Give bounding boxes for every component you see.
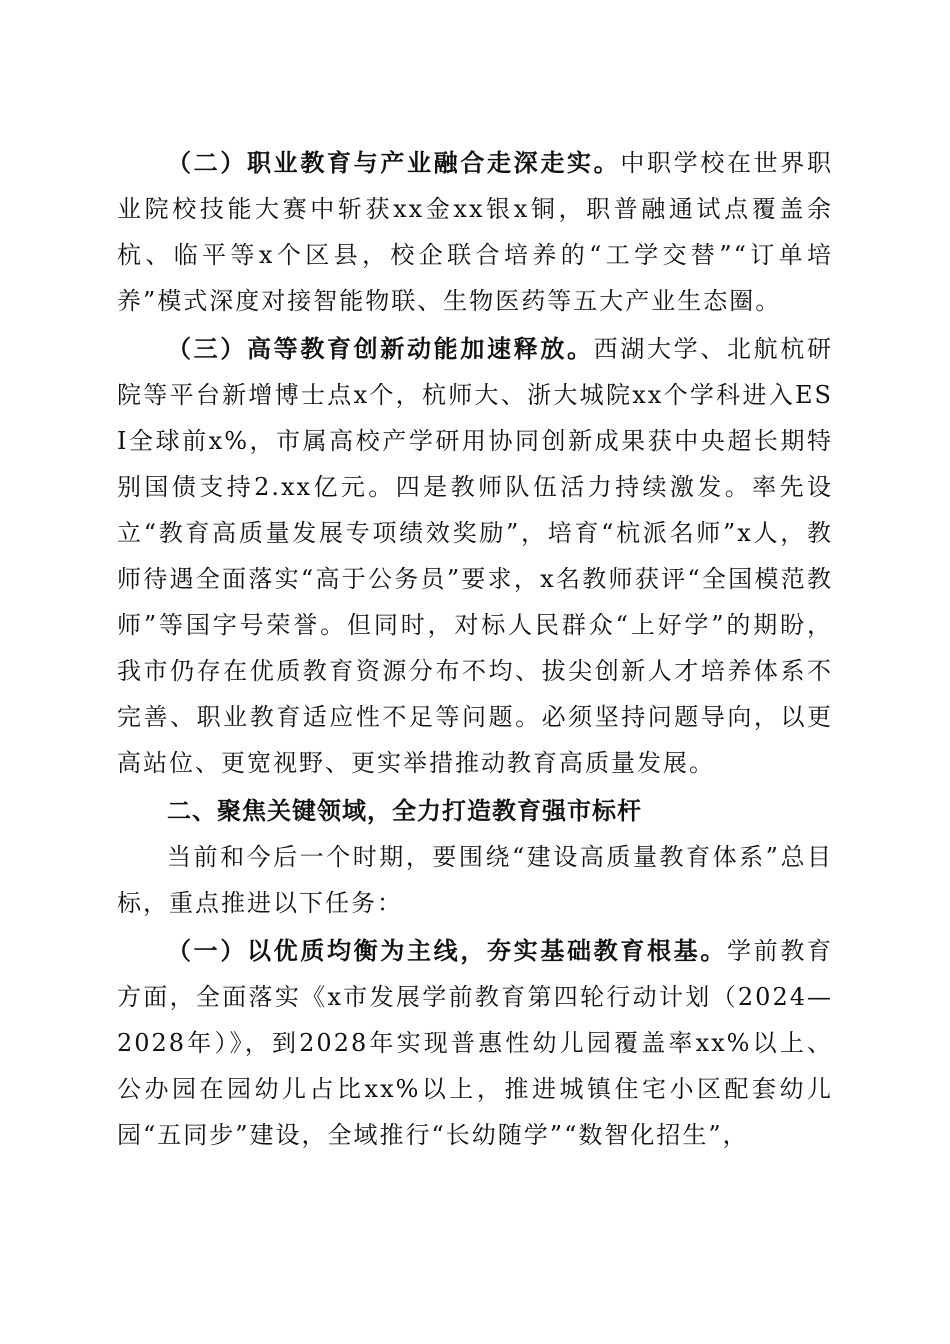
paragraph-lead: （一）以优质均衡为主线，夯实基础教育根基。 — [167, 937, 727, 965]
paragraph-lead: （二）职业教育与产业融合走深走实。 — [167, 149, 621, 177]
paragraph-intro-tasks — [117, 834, 833, 926]
document-body — [117, 140, 833, 1158]
paragraph-text: 中职学校在世界职业院校技能大赛中斩获xx金xx银x铜，职普融通试点覆盖余杭、临平等x个区县，校企联合培养的“工学交替”“订单培养”模式深度对接智能物联、生物医药等五大产业生态圈。 — [117, 149, 834, 315]
paragraph-higher-education — [117, 326, 833, 786]
paragraph-vocational-education — [117, 140, 833, 324]
paragraph-basic-education — [117, 928, 833, 1158]
paragraph-text: 学前教育方面，全面落实《x市发展学前教育第四轮行动计划（2024—2028年）》，到2028年实现普惠性幼儿园覆盖率xx%以上、公办园在园幼儿占比xx%以上，推进城镇住宅小区配套幼儿园“五同步”建设，全域推行“长幼随学”“数智化招生”， — [117, 937, 833, 1149]
paragraph-lead: （三）高等教育创新动能加速释放。 — [167, 335, 594, 363]
paragraph-text: 当前和今后一个时期，要围绕“建设高质量教育体系”总目标，重点推进以下任务： — [117, 843, 833, 917]
section-heading: 二、聚焦关键领域，全力打造教育强市标杆 — [167, 797, 642, 825]
paragraph-text: 西湖大学、北航杭研院等平台新增博士点x个，杭师大、浙大城院xx个学科进入ESI全球前x%，市属高校产学研用协同创新成果获中央超长期特别国债支持2.xx亿元。四是教师队伍活力持续激发。率先设立“教育高质量发展专项绩效奖励”，培育“杭派名师”x人，教师待遇全面落实“高于公务员”要求，x名教师获评“全国模范教师”等国字号荣誉。但同时，对标人民群众“上好学”的期盼，我市仍存在优质教育资源分布不均、拔尖创新人才培养体系不完善、职业教育适应性不足等问题。必须坚持问题导向，以更高站位、更宽视野、更实举措推动教育高质量发展。 — [117, 335, 834, 777]
